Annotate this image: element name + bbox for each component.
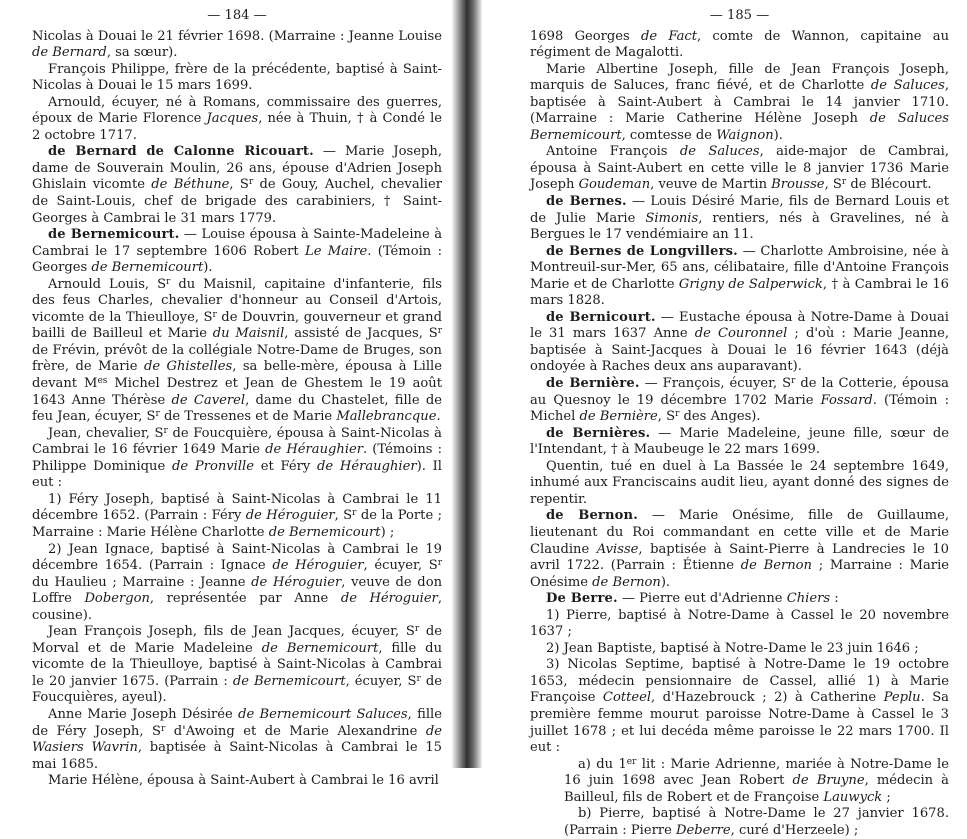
page-number: — 184 —	[207, 8, 267, 23]
paragraph: de Bernières. — Marie Madeleine, jeune fille, sœur de l'Intendant, † à Maubeuge le 22 mars 1699.	[530, 425, 949, 458]
paragraph: 1) Pierre, baptisé à Notre-Dame à Cassel le 20 novembre 1637 ;	[530, 607, 949, 640]
paragraph: Antoine François de Saluces, aide-major de Cambrai, épousa à Saint-Aubert en cette ville le 8 janvier 1736 Marie Joseph Goudeman, veuve de Martin Brousse, $S^r$ de Blécourt.	[530, 144, 949, 193]
paragraph: Nicolas à Douai le 21 février 1698. (Marraine : Jeanne Louise de Bernard, sa sœur).	[32, 28, 442, 61]
book-gutter	[452, 0, 482, 768]
paragraph: Quentin, tué en duel à La Bassée le 24 septembre 1649, inhumé aux Franciscains audit lieu, ayant donné des signes de repentir.	[530, 458, 949, 507]
paragraph: 2) Jean Baptiste, baptisé à Notre-Dame le 23 juin 1646 ;	[546, 640, 919, 656]
paragraph: Arnould, écuyer, né à Romans, commissaire des guerres, époux de Marie Florence Jacques, née à Thuin, † à Condé le 2 octobre 1717.	[32, 94, 443, 143]
paragraph: Anne Marie Joseph Désirée de Bernemicourt Saluces, fille de Féry Joseph, $S^r$ d'Awoing et de Marie Alexandrine de Wasiers Wavrin, baptisée à Saint-Nicolas à Cambrai le 15 mai 1685.	[32, 706, 442, 772]
right-page	[482, 0, 967, 838]
paragraph: De Berre. — Pierre eut d'Adrienne Chiers :	[546, 591, 839, 607]
left-page	[0, 0, 452, 789]
paragraph: de Bernon. — Marie Onésime, fille de Guillaume, lieutenant du Roi commandant en cette ville et de Marie Claudine Avisse, baptisée à Saint-Pierre à Landrecies le 10 avril 1722. (Parrain : Étienne de Bernon ; Marraine : Marie Onésime de Bernon).	[530, 508, 950, 590]
paragraph: de Bernicourt. — Eustache épousa à Notre-Dame à Douai le 31 mars 1637 Anne de Couronnel ; d'où : Marie Jeanne, baptisée à Saint-Jacques à Douai le 16 février 1643 (déjà ondoyée à Raches deux ans auparavant).	[530, 309, 949, 375]
paragraph: François Philippe, frère de la précédente, baptisé à Saint-Nicolas à Douai le 15 mars 1699.	[32, 61, 442, 94]
paragraph: de Bernière. — François, écuyer, $S^r$ de la Cotterie, épousa au Quesnoy le 19 décembre 1702 Marie Fossard. (Témoin : Michel de Bernière, $S^r$ des Anges).	[530, 376, 949, 425]
paragraph: Marie Hélène, épousa à Saint-Aubert à Cambrai le 16 avril	[48, 773, 439, 789]
paragraph: a) du 1er lit : Marie Adrienne, mariée à Notre-Dame le 16 juin 1698 avec Jean Robert de Bruyne, médecin à Bailleul, fils de Robert et de Françoise Lauwyck ;	[564, 756, 949, 805]
paragraph: Jean, chevalier, $S^r$ de Foucquière, épousa à Saint-Nicolas à Cambrai le 16 février 1649 Marie de Héraughier. (Témoins : Philippe Dominique de Pronville et Féry de Héraughier). Il eut :	[32, 425, 442, 491]
paragraph: Jean François Joseph, fils de Jean Jacques, écuyer, $S^r$ de Morval et de Marie Madeleine de Bernemicourt, fille du vicomte de la Thieulloye, baptisé à Saint-Nicolas à Cambrai le 20 janvier 1675. (Parrain : de Bernemicourt, écuyer, $S^r$ de Foucquières, ayeul).	[32, 624, 443, 706]
page-number: — 185 —	[709, 8, 770, 23]
paragraph: de Bernard de Calonne Ricouart. — Marie Joseph, dame de Souverain Moulin, 26 ans, épouse d'Adrien Joseph Ghislain vicomte de Béthune, $S^r$ de Gouy, Auchel, chevalier de Saint-Louis, chef de brigade des carabiniers, † Saint-Georges à Cambrai le 31 mars 1779.	[32, 144, 443, 226]
paragraph: 1698 Georges de Fact, comte de Wannon, capitaine au régiment de Magalotti.	[530, 28, 950, 61]
paragraph: de Bernemicourt. — Louise épousa à Sainte-Madeleine à Cambrai le 17 septembre 1606 Robert Le Maire. (Témoin : Georges de Bernemicourt).	[32, 227, 442, 276]
paragraph: Marie Albertine Joseph, fille de Jean François Joseph, marquis de Saluces, franc fiévé, et de Charlotte de Saluces, baptisée à Saint-Aubert à Cambrai le 14 janvier 1710. (Marraine : Marie Catherine Hélène Joseph de Saluces Bernemicourt, comtesse de Waignon).	[530, 61, 949, 143]
page-content	[32, 29, 442, 790]
paragraph: 3) Nicolas Septime, baptisé à Notre-Dame le 19 octobre 1653, médecin pensionnaire de Cassel, allié 1) à Marie Françoise Cotteel, d'Hazebrouck ; 2) à Catherine Peplu. Sa première femme mourut paroisse Notre-Dame à Cassel le 3 juillet 1678 ; et lui decéda même paroisse le 22 mars 1700. Il eut :	[530, 657, 949, 756]
paragraph: 1) Féry Joseph, baptisé à Saint-Nicolas à Cambrai le 11 décembre 1652. (Parrain : Féry de Héroguier, $S^r$ de la Porte ; Marraine : Marie Hélène Charlotte de Bernemicourt) ;	[32, 491, 442, 540]
paragraph: Arnould Louis, $S^r$ du Maisnil, capitaine d'infanterie, fils des feus Charles, chevalier d'honneur au Conseil d'Artois, vicomte de la Thieulloye, $S^r$ de Douvrin, gouverneur et grand bailli de Bailleul et Marie du Maisnil, assisté de Jacques, $S^r$ de Frévin, prévôt de la collégiale Notre-Dame de Bruges, son frère, de Marie de Ghistelles, sa belle-mère, épousa à Lille devant $M^{es}$ Michel Destrez et Jean de Ghestem le 19 août 1643 Anne Thérèse de Caverel, dame du Chastelet, fille de feu Jean, écuyer, $S^r$ de Tressenes et de Marie Mallebrancque.	[32, 276, 442, 425]
paragraph: de Bernes de Longvillers. — Charlotte Ambroisine, née à Montreuil-sur-Mer, 65 ans, célibataire, fille d'Antoine François Marie et de Charlotte Grigny de Salperwick, † à Cambrai le 16 mars 1828.	[530, 243, 949, 309]
paragraph: 2) Jean Ignace, baptisé à Saint-Nicolas à Cambrai le 19 décembre 1654. (Parrain : Ignace de Héroguier, écuyer, $S^r$ du Haulieu ; Marraine : Jeanne de Héroguier, veuve de don Loffre Dobergon, représentée par Anne de Héroguier, cousine).	[32, 541, 443, 623]
paragraph: b) Pierre, baptisé à Notre-Dame le 27 janvier 1678. (Parrain : Pierre Deberre, curé d'Herzeele) ;	[564, 806, 949, 838]
page-content	[530, 29, 949, 839]
paragraph: de Bernes. — Louis Désiré Marie, fils de Bernard Louis et de Julie Marie Simonis, rentiers, nés à Gravelines, né à Bergues le 17 vendémiaire an 11.	[530, 194, 949, 243]
